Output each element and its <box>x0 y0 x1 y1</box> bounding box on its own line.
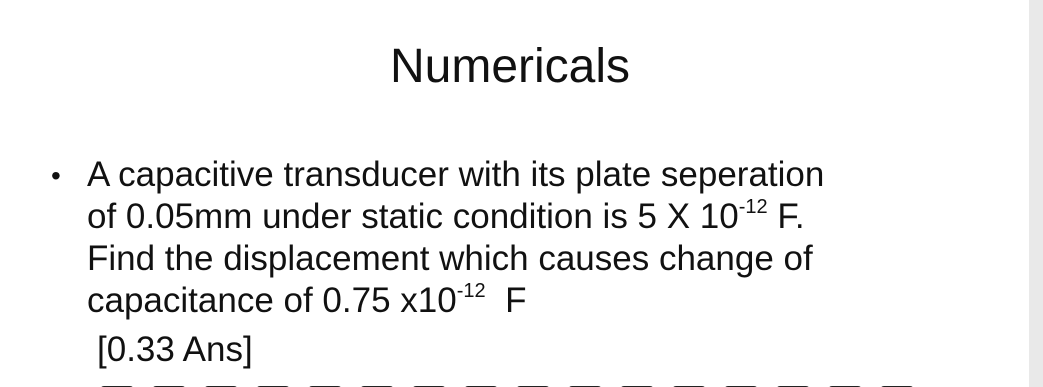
slide-title: Numericals <box>389 40 631 93</box>
problem-line-1-text: A capacitive transducer with its plate seperation <box>87 155 825 194</box>
bullet-icon: • <box>51 160 61 191</box>
problem-line-2 <box>87 196 987 238</box>
problem-line-2-suffix: F. <box>767 197 805 236</box>
answer-text: [0.33 Ans] <box>97 330 253 369</box>
problem-line-1 <box>87 154 987 196</box>
scroll-edge[interactable] <box>1029 0 1043 387</box>
problem-line-3-text: Find the displacement which causes change of <box>87 239 813 278</box>
bullet-text <box>87 154 987 322</box>
cropped-next-line <box>100 380 940 387</box>
exponent: -12 <box>456 280 486 303</box>
problem-line-4-prefix: capacitance of 0.75 x10 <box>87 281 457 320</box>
problem-line-4-suffix: F <box>485 281 527 320</box>
problem-line-3 <box>87 238 987 280</box>
exponent: -12 <box>738 196 768 219</box>
problem-line-2-prefix: of 0.05mm under static condition is 5 X 10 <box>87 197 739 236</box>
problem-line-4 <box>87 280 987 322</box>
